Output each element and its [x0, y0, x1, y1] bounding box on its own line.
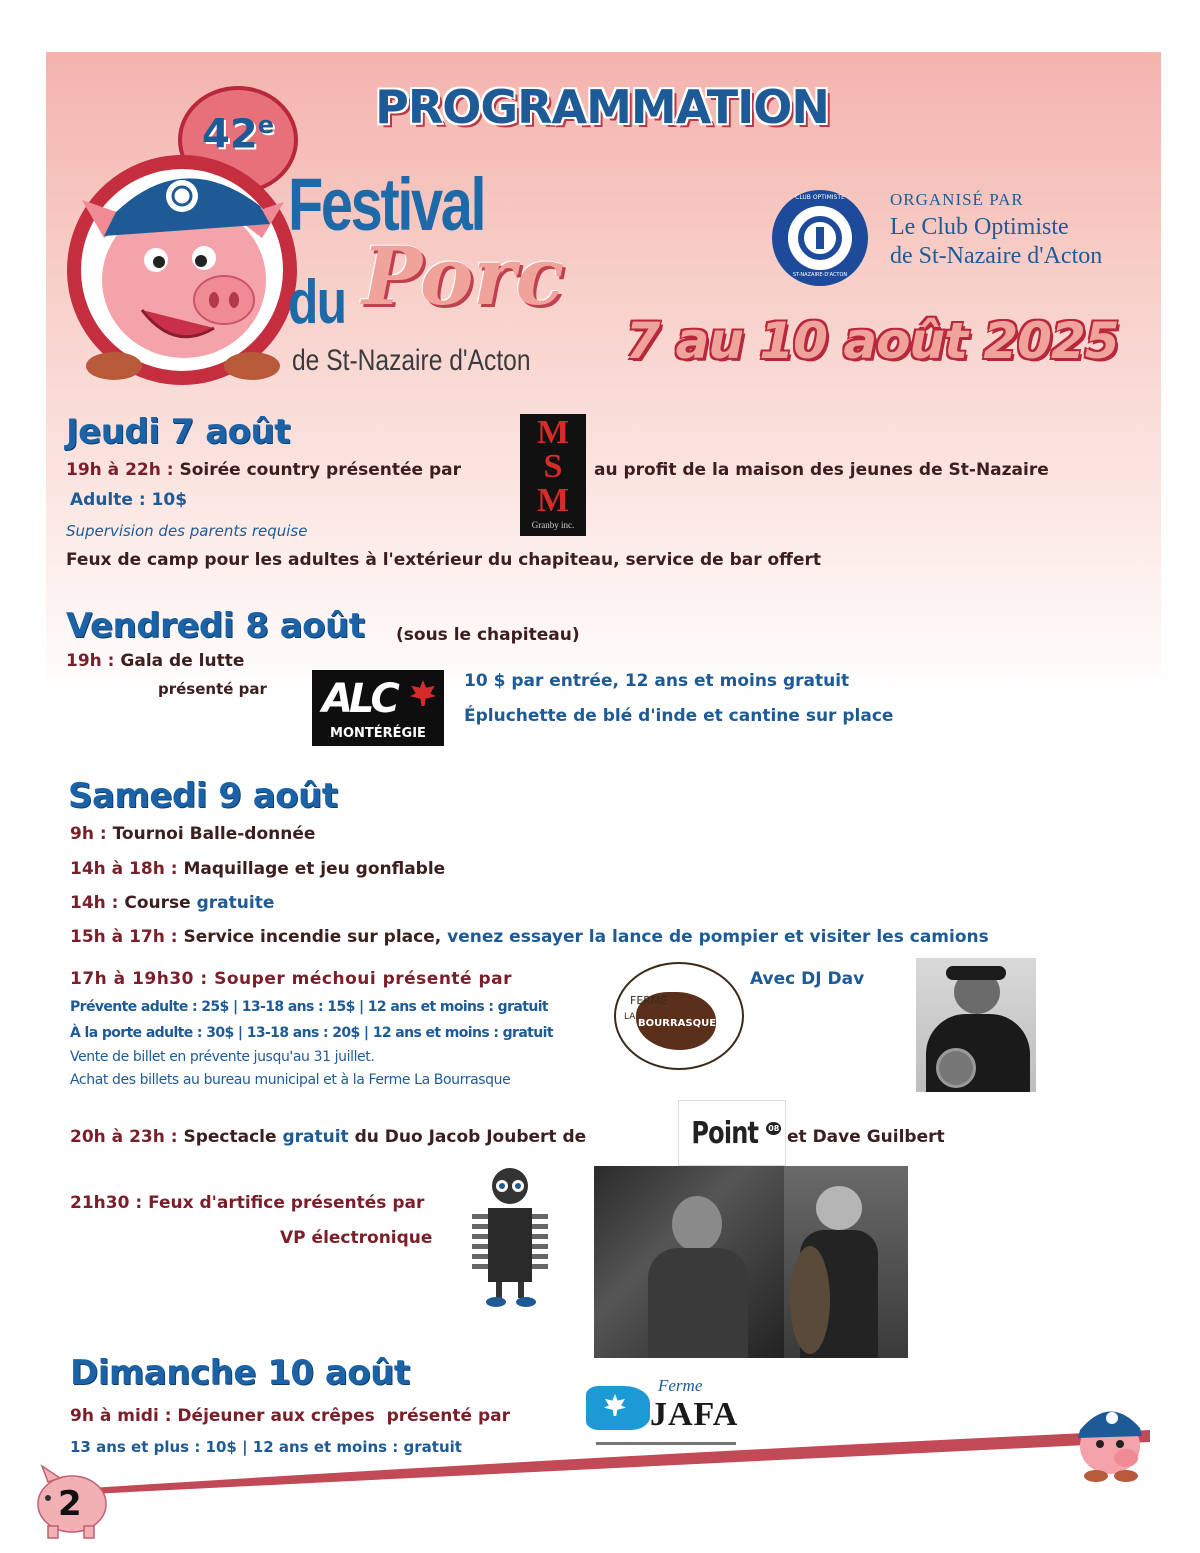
pig-mascot-illustration [64, 140, 304, 390]
dj-label: Avec DJ Dav [750, 969, 865, 989]
feux-sponsor: VP électronique [280, 1228, 433, 1248]
jeudi-after-logo: au profit de la maison des jeunes de St-Nazaire [594, 460, 1049, 480]
programmation-title: PROGRAMMATION [375, 80, 829, 134]
festival-du: du [288, 268, 346, 337]
mechoui-vente1: Vente de billet en prévente jusqu'au 31 juillet. [70, 1049, 375, 1065]
jeudi-price: Adulte : 10$ [70, 490, 188, 510]
festival-dates: 7 au 10 août 2025 [625, 312, 1119, 370]
mechoui-line: 17h à 19h30 : Souper méchoui présenté par [70, 969, 513, 989]
day-title-jeudi: Jeudi 7 août [66, 412, 290, 452]
msm-sub: Granby inc. [531, 520, 575, 530]
bourrasque-ferme: FERME [630, 994, 668, 1007]
page-number: 2 [58, 1484, 82, 1524]
festival-title: Festival [288, 163, 485, 246]
festival-place: de St-Nazaire d'Acton [292, 344, 531, 377]
organizer-label: ORGANISÉ PAR [890, 190, 1024, 209]
mechoui-porte: À la porte adulte : 30$ | 13-18 ans : 20$ | 12 ans et moins : gratuit [70, 1025, 553, 1041]
dj-dav-photo [916, 958, 1036, 1092]
feux-line: 21h30 : Feux d'artifice présentés par [70, 1193, 425, 1213]
msm-letter: S [543, 448, 563, 485]
festival-porc: Porc [362, 229, 565, 323]
pig-mascot-small-illustration [1070, 1398, 1150, 1482]
dimanche-line: 9h à midi : Déjeuner aux crêpes présenté par [70, 1406, 511, 1426]
organizer-line1: Le Club Optimiste [890, 214, 1069, 240]
vendredi-extra: Épluchette de blé d'inde et cantine sur place [464, 706, 894, 726]
spectacle-line: 20h à 23h : Spectacle gratuit du Duo Jacob Joubert de [70, 1127, 587, 1147]
optimiste-logo-bottom-text: ST-NAZAIRE-D'ACTON [792, 272, 848, 278]
jafa-ferme: Ferme [658, 1376, 703, 1395]
samedi-item: 9h : Tournoi Balle-donnée [70, 824, 316, 844]
jafa-name: JAFA [650, 1396, 739, 1433]
samedi-item: 14h : Course gratuite [70, 893, 275, 913]
alc-logo [312, 670, 444, 746]
day-title-dimanche: Dimanche 10 août [70, 1353, 410, 1393]
vp-electronique-robot-illustration [452, 1164, 568, 1314]
samedi-item: 15h à 17h : Service incendie sur place, venez essayer la lance de pompier et visiter les camions [70, 927, 989, 947]
vendredi-price: 10 $ par entrée, 12 ans et moins gratuit [464, 671, 850, 691]
ferme-la-bourrasque-logo [614, 962, 744, 1070]
msm-logo [520, 414, 586, 536]
jeudi-extra: Feux de camp pour les adultes à l'extérieur du chapiteau, service de bar offert [66, 550, 821, 570]
vendredi-subtitle: (sous le chapiteau) [396, 625, 580, 645]
alc-logo-name: ALC [322, 676, 396, 722]
day-title-vendredi: Vendredi 8 août [66, 606, 365, 646]
mechoui-prevente: Prévente adulte : 25$ | 13-18 ans : 15$ | 12 ans et moins : gratuit [70, 999, 549, 1015]
maple-leaf-icon [410, 680, 436, 706]
msm-letter: M [536, 482, 570, 519]
mechoui-vente2: Achat des billets au bureau municipal et à la Ferme La Bourrasque [70, 1072, 511, 1088]
samedi-item: 14h à 18h : Maquillage et jeu gonflable [70, 859, 446, 879]
dimanche-price: 13 ans et plus : 10$ | 12 ans et moins : gratuit [70, 1438, 462, 1456]
bourrasque-la: LA [624, 1012, 636, 1022]
footer-swoosh [90, 1428, 1150, 1498]
alc-logo-sub: MONTÉRÉGIE [330, 726, 426, 741]
jeudi-note: Supervision des parents requise [66, 522, 308, 540]
msm-letter: M [536, 414, 570, 451]
optimiste-logo-top-text: CLUB OPTIMISTE [795, 194, 845, 201]
duo-concert-photo [594, 1166, 908, 1358]
jeudi-line: 19h à 22h : Soirée country présentée par [66, 460, 462, 480]
edition-badge: 42e [178, 86, 298, 194]
point-logo: Point 08 [678, 1100, 786, 1166]
day-title-samedi: Samedi 9 août [68, 776, 338, 816]
vendredi-presented: présenté par [158, 680, 267, 698]
vendredi-line: 19h : Gala de lutte [66, 651, 245, 671]
bourrasque-name: BOURRASQUE [638, 1018, 717, 1029]
spectacle-end: et Dave Guilbert [787, 1127, 945, 1147]
organizer-line2: de St-Nazaire d'Acton [890, 243, 1103, 269]
